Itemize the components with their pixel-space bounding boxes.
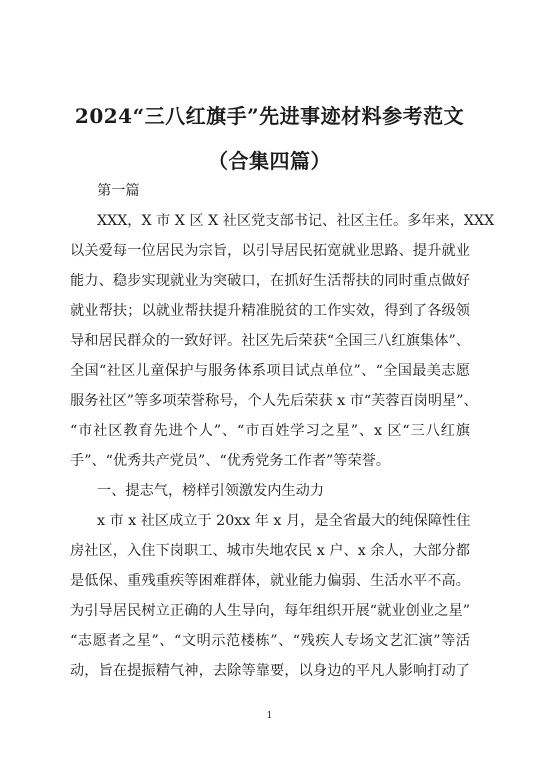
- section-heading: 第一篇: [97, 183, 140, 199]
- paragraph-line: 服务社区”等多项荣誉称号，个人先后荣获 x 市“芙蓉百岗明星”、: [70, 393, 478, 409]
- paragraph-line: 是低保、重残重疾等困难群体，就业能力偏弱、生活水平不高。: [70, 573, 470, 589]
- paragraph-line: 手”、“优秀共产党员”、“优秀党务工作者”等荣誉。: [70, 453, 391, 469]
- section-heading: 一、提志气，榜样引领激发内生动力: [97, 483, 325, 499]
- paragraph-line: XXX，X 市 X 区 X 社区党支部书记、社区主任。多年来，XXX: [97, 213, 495, 229]
- paragraph-line: 为引导居民树立正确的人生导向，每年组织开展“就业创业之星”: [70, 603, 470, 619]
- document-body: [70, 176, 495, 686]
- paragraph-line: 房社区，入住下岗职工、城市失地农民 x 户、x 余人，大部分都: [70, 543, 470, 559]
- paragraph-line: “市社区教育先进个人”、“市百姓学习之星”、x 区“三八红旗: [70, 423, 470, 439]
- paragraph-line: x 市 x 社区成立于 20xx 年 x 月，是全省最大的纯保障性住: [97, 513, 471, 529]
- document-subtitle: （合集四篇）: [208, 149, 331, 173]
- paragraph-line: 全国“社区儿童保护与服务体系项目试点单位”、“全国最美志愿: [70, 363, 470, 379]
- paragraph-line: 导和居民群众的一致好评。社区先后荣获“全国三八红旗集体”、: [70, 333, 470, 349]
- paragraph-line: 以关爱每一位居民为宗旨，以引导居民拓宽就业思路、提升就业: [70, 243, 470, 259]
- paragraph-line: “志愿者之星”、“文明示范楼栋”、“残疾人专场文艺汇演”等活: [70, 633, 470, 649]
- paragraph-line: 就业帮扶；以就业帮扶提升精准脱贫的工作实效，得到了各级领: [70, 303, 470, 319]
- page-number: 1: [266, 711, 273, 721]
- paragraph-line: 能力、稳步实现就业为突破口，在抓好生活帮扶的同时重点做好: [70, 273, 470, 289]
- paragraph-line: 动，旨在提振精气神，去除等靠要，以身边的平凡人影响打动了: [70, 663, 470, 679]
- document-title: 2024“三八红旗手”先进事迹材料参考范文: [74, 104, 465, 128]
